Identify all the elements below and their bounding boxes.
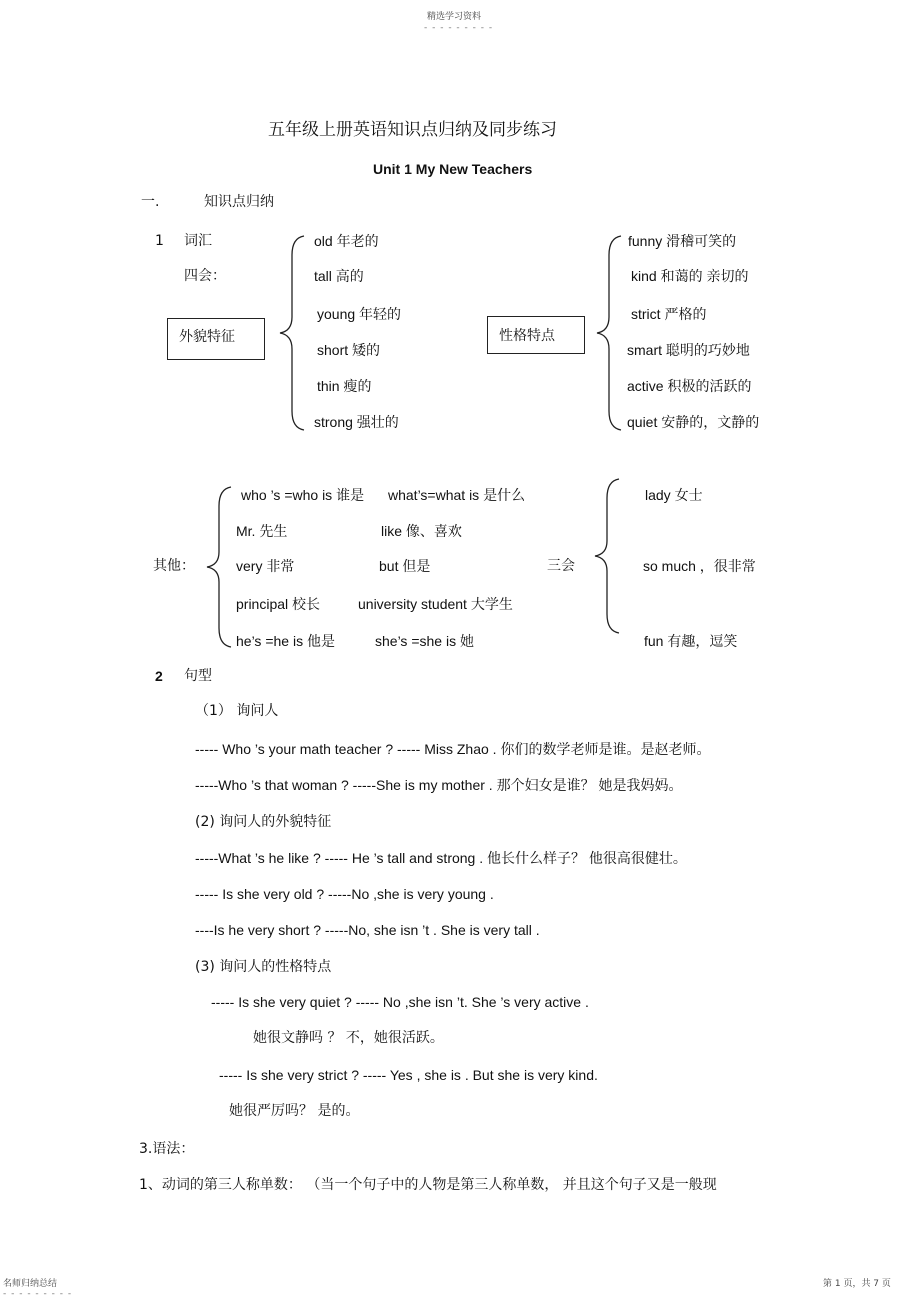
others-item: university student 大学生 — [358, 596, 513, 612]
character-word: active 积极的活跃的 — [627, 378, 752, 394]
others-item: but 但是 — [379, 558, 431, 574]
section1-number: 一. — [141, 194, 160, 210]
character-box-label: 性格特点 — [499, 328, 555, 344]
pattern-line: -----Who ’s that woman ? -----She is my mother . 那个妇女是谁？ 她是我妈妈。 — [195, 777, 683, 793]
appearance-word: thin 瘦的 — [317, 378, 372, 394]
appearance-word: old 年老的 — [314, 233, 379, 249]
grammar-line: 1、动词的第三人称单数： （当一个句子中的人物是第三人称单数， 并且这个句子又是一般现 — [139, 1177, 717, 1193]
three-skills-label: 三会 — [547, 558, 575, 574]
section2-number: 2 — [155, 668, 163, 684]
appearance-word: tall 高的 — [314, 268, 364, 284]
character-word: quiet 安静的，文静的 — [627, 414, 760, 430]
three-skills-word: fun 有趣，逗笑 — [644, 633, 738, 649]
character-word: strict 严格的 — [631, 306, 707, 322]
appearance-word: young 年轻的 — [317, 306, 402, 322]
vocab-number: 1 — [155, 233, 164, 249]
pattern-line: ----- Is she very strict ? ----- Yes , she is . But she is very kind. — [219, 1067, 598, 1083]
others-item: Mr. 先生 — [236, 523, 288, 539]
pattern-line: 她很严厉吗？ 是的。 — [229, 1103, 360, 1119]
three-skills-word: so much ，很非常 — [643, 558, 756, 574]
character-word: kind 和蔼的 亲切的 — [631, 268, 749, 284]
others-item: who ’s =who is 谁是 — [241, 487, 365, 503]
three-skills-word: lady 女士 — [645, 487, 703, 503]
appearance-brace — [278, 235, 308, 431]
header-dashes: - - - - - - - - - — [424, 23, 494, 33]
appearance-word: short 矮的 — [317, 342, 381, 358]
pattern2-title: (2) 询问人的外貌特征 — [195, 814, 332, 830]
character-brace — [595, 235, 625, 431]
three-skills-brace — [593, 478, 623, 634]
header-label: 精选学习资料 — [427, 12, 482, 22]
unit-title: Unit 1 My New Teachers — [373, 161, 533, 177]
others-item: she’s =she is 她 — [375, 633, 474, 649]
others-item: very 非常 — [236, 558, 295, 574]
others-label: 其他： — [153, 558, 195, 574]
appearance-word: strong 强壮的 — [314, 414, 399, 430]
others-item: he’s =he is 他是 — [236, 633, 335, 649]
pattern-line: ----- Who ’s your math teacher ? ----- Miss Zhao . 你们的数学老师是谁。是赵老师。 — [195, 741, 711, 757]
four-skills-label: 四会： — [184, 268, 226, 284]
character-word: smart 聪明的巧妙地 — [627, 342, 750, 358]
section2-heading: 句型 — [184, 668, 212, 684]
others-brace — [205, 486, 235, 648]
pattern-line: ----Is he very short ? -----No, she isn ’t . She is very tall . — [195, 922, 540, 938]
section3-heading: 3.语法： — [139, 1141, 195, 1157]
others-item: what’s=what is 是什么 — [388, 487, 526, 503]
vocab-label: 词汇 — [184, 233, 212, 249]
footer-dashes: - - - - - - - - - — [3, 1289, 73, 1299]
pattern1-title: （1） 询问人 — [195, 703, 279, 719]
others-item: like 像、喜欢 — [381, 523, 462, 539]
others-item: principal 校长 — [236, 596, 321, 612]
section1-heading: 知识点归纳 — [204, 194, 274, 210]
page-number: 第 1 页，共 7 页 — [823, 1279, 891, 1289]
pattern-line: ----- Is she very old ? -----No ,she is very young . — [195, 886, 494, 902]
pattern-line: ----- Is she very quiet ? ----- No ,she isn ’t. She ’s very active . — [211, 994, 589, 1010]
character-word: funny 滑稽可笑的 — [628, 233, 737, 249]
pattern3-title: (3) 询问人的性格特点 — [195, 959, 332, 975]
appearance-box-label: 外貌特征 — [179, 329, 235, 345]
pattern-line: -----What ’s he like ? ----- He ’s tall and strong . 他长什么样子？ 他很高很健壮。 — [195, 850, 687, 866]
pattern-line: 她很文静吗 ？ 不，她很活跃。 — [253, 1030, 444, 1046]
footer-left: 名师归纳总结 — [3, 1279, 58, 1289]
document-title: 五年级上册英语知识点归纳及同步练习 — [268, 120, 557, 140]
